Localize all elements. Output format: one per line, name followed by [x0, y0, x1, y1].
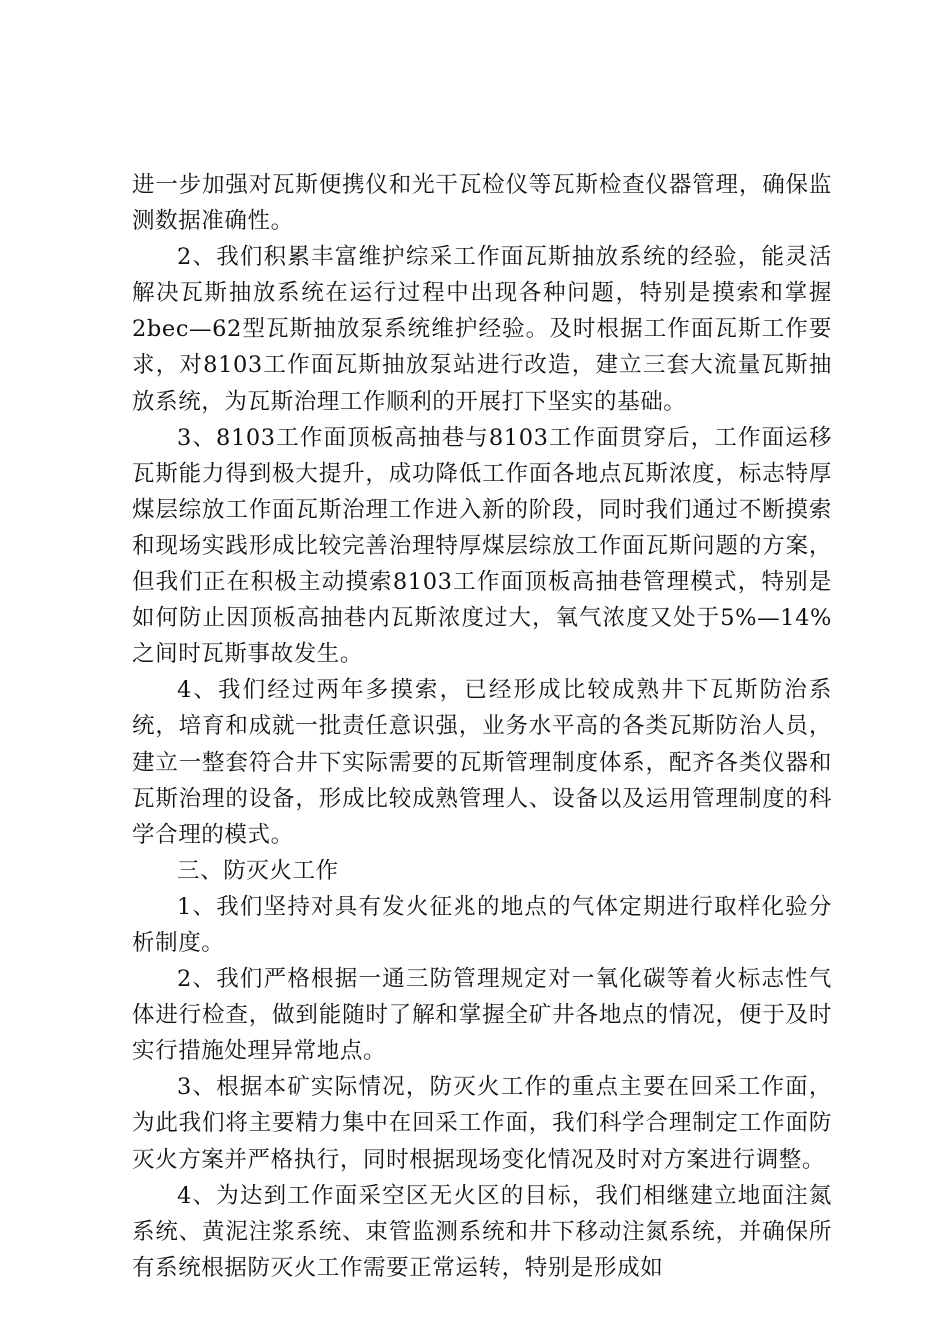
paragraph-continuation: 进一步加强对瓦斯便携仪和光干瓦检仪等瓦斯检查仪器管理，确保监测数据准确性。: [132, 172, 832, 235]
paragraph-co-inspection: 2、我们严格根据一通三防管理规定对一氧化碳等着火标志性气体进行检查，做到能随时了解和掌握全矿井各地点的情况，便于及时实行措施处理异常地点。: [132, 966, 832, 1065]
document-body: [132, 167, 832, 1286]
paragraph-gas-sampling: 1、我们坚持对具有发火征兆的地点的气体定期进行取样化验分析制度。: [132, 893, 832, 956]
paragraph-working-face-focus: 3、根据本矿实际情况，防灭火工作的重点主要在回采工作面，为此我们将主要精力集中在回采工作面，我们科学合理制定工作面防灭火方案并严格执行，同时根据现场变化情况及时对方案进行调整。: [132, 1074, 832, 1173]
paragraph-gas-drainage-maintenance: 2、我们积累丰富维护综采工作面瓦斯抽放系统的经验，能灵活解决瓦斯抽放系统在运行过程中出现各种问题，特别是摸索和掌握2bec—62型瓦斯抽放泵系统维护经验。及时根据工作面瓦斯工作要求，对8103工作面瓦斯抽放泵站进行改造，建立三套大流量瓦斯抽放系统，为瓦斯治理工作顺利的开展打下坚实的基础。: [132, 244, 832, 415]
paragraph-fire-systems: 4、为达到工作面采空区无火区的目标，我们相继建立地面注氮系统、黄泥注浆系统、束管监测系统和井下移动注氮系统，并确保所有系统根据防灭火工作需要正常运转，特别是形成如: [132, 1182, 832, 1281]
paragraph-gas-prevention-system: 4、我们经过两年多摸索，已经形成比较成熟井下瓦斯防治系统，培育和成就一批责任意识强，业务水平高的各类瓦斯防治人员，建立一整套符合井下实际需要的瓦斯管理制度体系，配齐各类仪器和瓦斯治理的设备，形成比较成熟管理人、设备以及运用管理制度的科学合理的模式。: [132, 677, 832, 848]
paragraph-high-drainage-roadway: 3、8103工作面顶板高抽巷与8103工作面贯穿后，工作面运移瓦斯能力得到极大提升，成功降低工作面各地点瓦斯浓度，标志特厚煤层综放工作面瓦斯治理工作进入新的阶段，同时我们通过不断摸索和现场实践形成比较完善治理特厚煤层综放工作面瓦斯问题的方案，但我们正在积极主动摸索8103工作面顶板高抽巷管理模式，特别是如何防止因顶板高抽巷内瓦斯浓度过大，氧气浓度又处于5%—14%之间时瓦斯事故发生。: [132, 424, 832, 668]
section-heading-fire-prevention: 三、防灭火工作: [177, 857, 339, 884]
